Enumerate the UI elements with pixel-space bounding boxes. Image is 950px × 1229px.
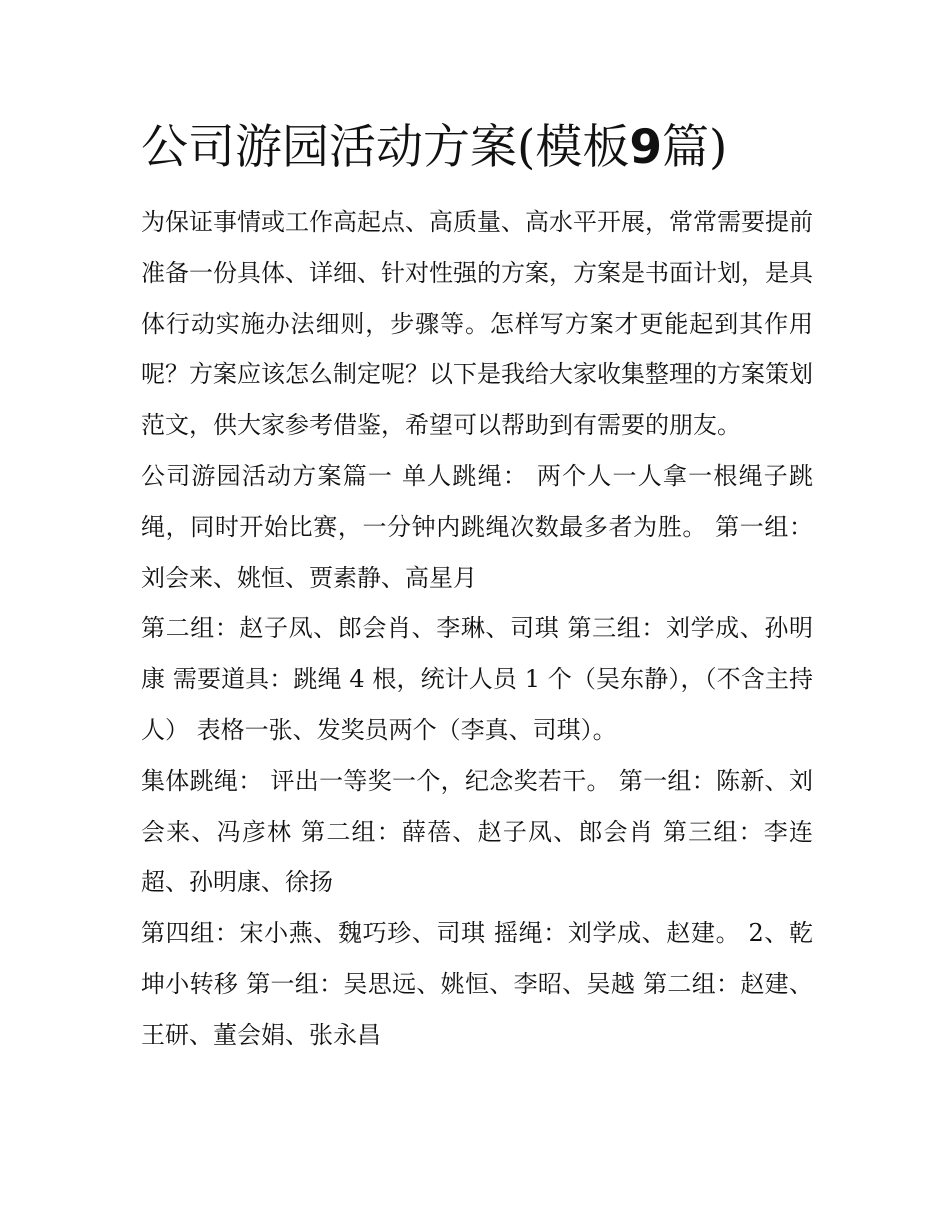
title-prefix: 公司游园活动方案(模板 xyxy=(141,120,630,175)
document-body xyxy=(141,197,813,1061)
paragraph-single-rope: 公司游园活动方案篇一 单人跳绳： 两个人一人拿一根绳子跳绳，同时开始比赛，一分钟内跳绳次数最多者为胜。 第一组：刘会来、姚恒、贾素静、高星月 xyxy=(141,461,813,592)
paragraph-group-rope: 集体跳绳： 评出一等奖一个，纪念奖若干。 第一组：陈新、刘会来、冯彦林 第二组：薛蓓、赵子凤、郎会肖 第三组：李连超、孙明康、徐扬 xyxy=(141,766,813,897)
paragraph-group-four: 第四组：宋小燕、魏巧珍、司琪 摇绳：刘学成、赵建。 2、乾坤小转移 第一组：吴思远、姚恒、李昭、吴越 第二组：赵建、王研、董会娟、张永昌 xyxy=(141,919,813,1049)
paragraph-group-two-three: 第二组：赵子凤、郎会肖、李琳、司琪 第三组：刘学成、孙明康 需要道具：跳绳 4 根，统计人员 1 个（吴东静），（不含主持人） 表格一张、发奖员两个（李真、司琪）。 xyxy=(141,614,813,744)
paragraph-intro: 为保证事情或工作高起点、高质量、高水平开展，常常需要提前准备一份具体、详细、针对性强的方案，方案是书面计划，是具体行动实施办法细则，步骤等。怎样写方案才更能起到其作用呢？方案应该怎么制定呢？以下是我给大家收集整理的方案策划范文，供大家参考借鉴，希望可以帮助到有需要的朋友。 xyxy=(141,208,813,440)
title-suffix: 篇) xyxy=(662,120,728,175)
title-number: 9 xyxy=(629,120,663,175)
page-title xyxy=(141,112,841,184)
